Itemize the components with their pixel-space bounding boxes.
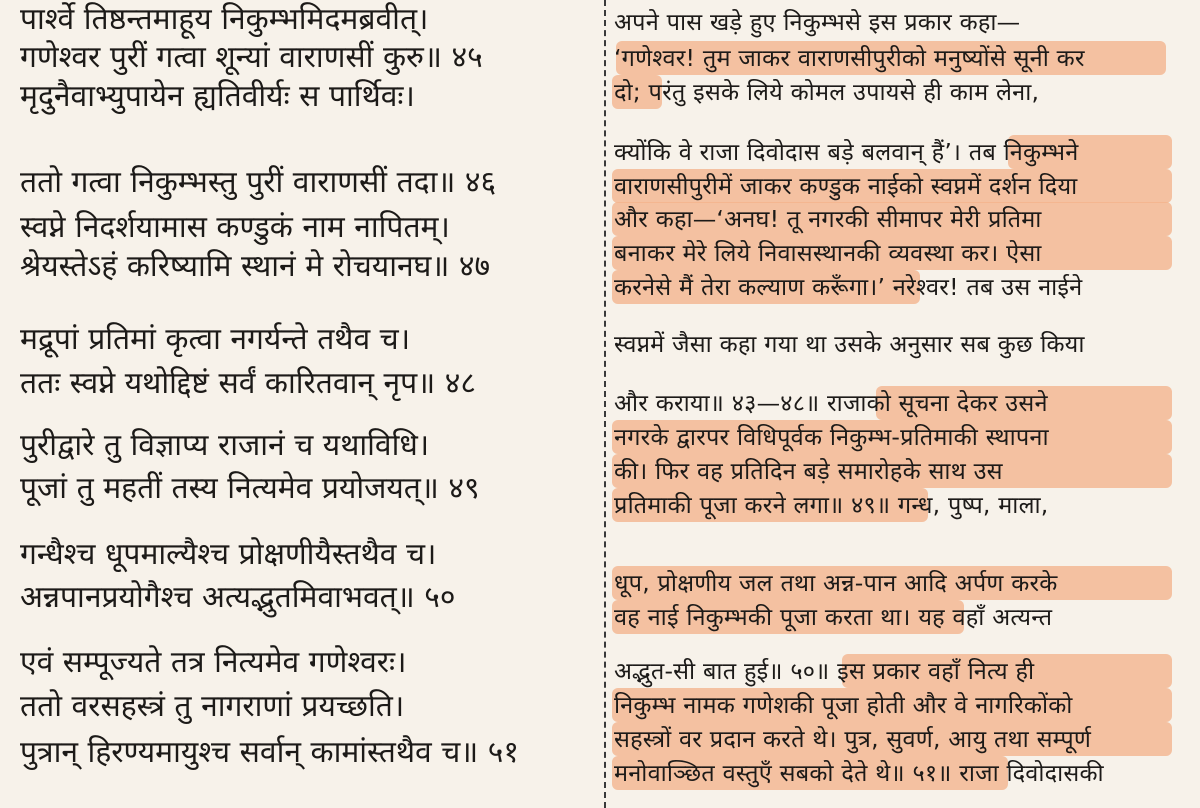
translation-line: क्योंकि वे राजा दिवोदास बड़े बलवान् हैं’। तब निकुम्भने (614, 138, 1079, 166)
translation-line: अद्भुत-सी बात हुई॥ ५०॥ इस प्रकार वहाँ नित्य ही (614, 657, 1035, 685)
translation-line: और कहा—‘अनघ! तू नगरकी सीमापर मेरी प्रतिमा (614, 205, 1042, 233)
column-divider (604, 0, 606, 808)
verse-line: एवं सम्पूज्यते तत्र नित्यमेव गणेश्वरः। (20, 645, 407, 680)
translation-line: स्वप्नमें जैसा कहा गया था उसके अनुसार सब कुछ किया (614, 330, 1085, 358)
translation-line: नगरके द्वारपर विधिपूर्वक निकुम्भ-प्रतिमाकी स्थापना (614, 423, 1049, 451)
translation-line: की। फिर वह प्रतिदिन बड़े समारोहके साथ उस (614, 457, 1003, 485)
translation-line: निकुम्भ नामक गणेशकी पूजा होती और वे नागरिकोंको (614, 691, 1073, 719)
verse-line: गन्धैश्च धूपमाल्यैश्च प्रोक्षणीयैस्तथैव च। (20, 537, 437, 572)
verse-line: पूजां तु महतीं तस्य नित्यमेव प्रयोजयत्॥ ४९ (20, 471, 480, 506)
hindi-translation-column (612, 0, 1200, 808)
translation-line: मनोवाञ्छित वस्तुएँ सबको देते थे॥ ५१॥ राजा दिवोदासकी (614, 759, 1104, 787)
translation-line: करनेसे मैं तेरा कल्याण करूँगा।’ नरेश्वर! तब उस नाईने (614, 273, 1083, 301)
verse-line: ततो गत्वा निकुम्भस्तु पुरीं वाराणसीं तदा॥ ४६ (20, 165, 497, 200)
translation-line: दो; परंतु इसके लिये कोमल उपायसे ही काम लेना, (614, 78, 1040, 106)
translation-line: वह नाई निकुम्भकी पूजा करता था। यह वहाँ अत्यन्त (614, 603, 1053, 631)
translation-line: और कराया॥ ४३—४८॥ राजाको सूचना देकर उसने (614, 389, 1048, 417)
verse-line: पार्श्वे तिष्ठन्तमाहूय निकुम्भमिदमब्रवीत्। (20, 2, 429, 37)
translation-line: ‘गणेश्वर! तुम जाकर वाराणसीपुरीको मनुष्योंसे सूनी कर (614, 44, 1085, 72)
verse-line: स्वप्ने निदर्शयामास कण्डुकं नाम नापितम्। (20, 210, 450, 245)
verse-line: ततो वरसहस्त्रं तु नागराणां प्रयच्छति। (20, 689, 405, 724)
translation-line: धूप, प्रोक्षणीय जल तथा अन्न-पान आदि अर्पण करके (614, 569, 1058, 597)
verse-line: ततः स्वप्ने यथोद्दिष्टं सर्वं कारितवान् नृप॥ ४८ (20, 366, 476, 401)
translation-line: बनाकर मेरे लिये निवासस्थानकी व्यवस्था कर। ऐसा (614, 239, 1042, 267)
verse-line: पुरीद्वारे तु विज्ञाप्य राजानं च यथाविधि। (20, 428, 430, 463)
verse-line: अन्नपानप्रयोगैश्च अत्यद्भुतमिवाभवत्॥ ५० (20, 580, 456, 615)
translation-line: अपने पास खड़े हुए निकुम्भसे इस प्रकार कहा— (614, 8, 1021, 36)
translation-line: सहस्त्रों वर प्रदान करते थे। पुत्र, सुवर्ण, आयु तथा सम्पूर्ण (614, 725, 1092, 753)
verse-line: मद्रूपां प्रतिमां कृत्वा नगर्यन्ते तथैव च। (20, 322, 411, 357)
verse-line: मृदुनैवाभ्युपायेन ह्यतिवीर्यः स पार्थिवः। (20, 79, 415, 114)
verse-line: श्रेयस्तेऽहं करिष्यामि स्थानं मे रोचयानघ॥ ४७ (20, 249, 491, 284)
verse-line: गणेश्वर पुरीं गत्वा शून्यां वाराणसीं कुरु॥ ४५ (20, 40, 483, 75)
translation-line: वाराणसीपुरीमें जाकर कण्डुक नाईको स्वप्नमें दर्शन दिया (614, 172, 1078, 200)
translation-line: प्रतिमाकी पूजा करने लगा॥ ४९॥ गन्ध, पुष्प, माला, (614, 491, 1049, 519)
verse-line: पुत्रान् हिरण्यमायुश्च सर्वान् कामांस्तथैव च॥ ५१ (20, 735, 519, 770)
